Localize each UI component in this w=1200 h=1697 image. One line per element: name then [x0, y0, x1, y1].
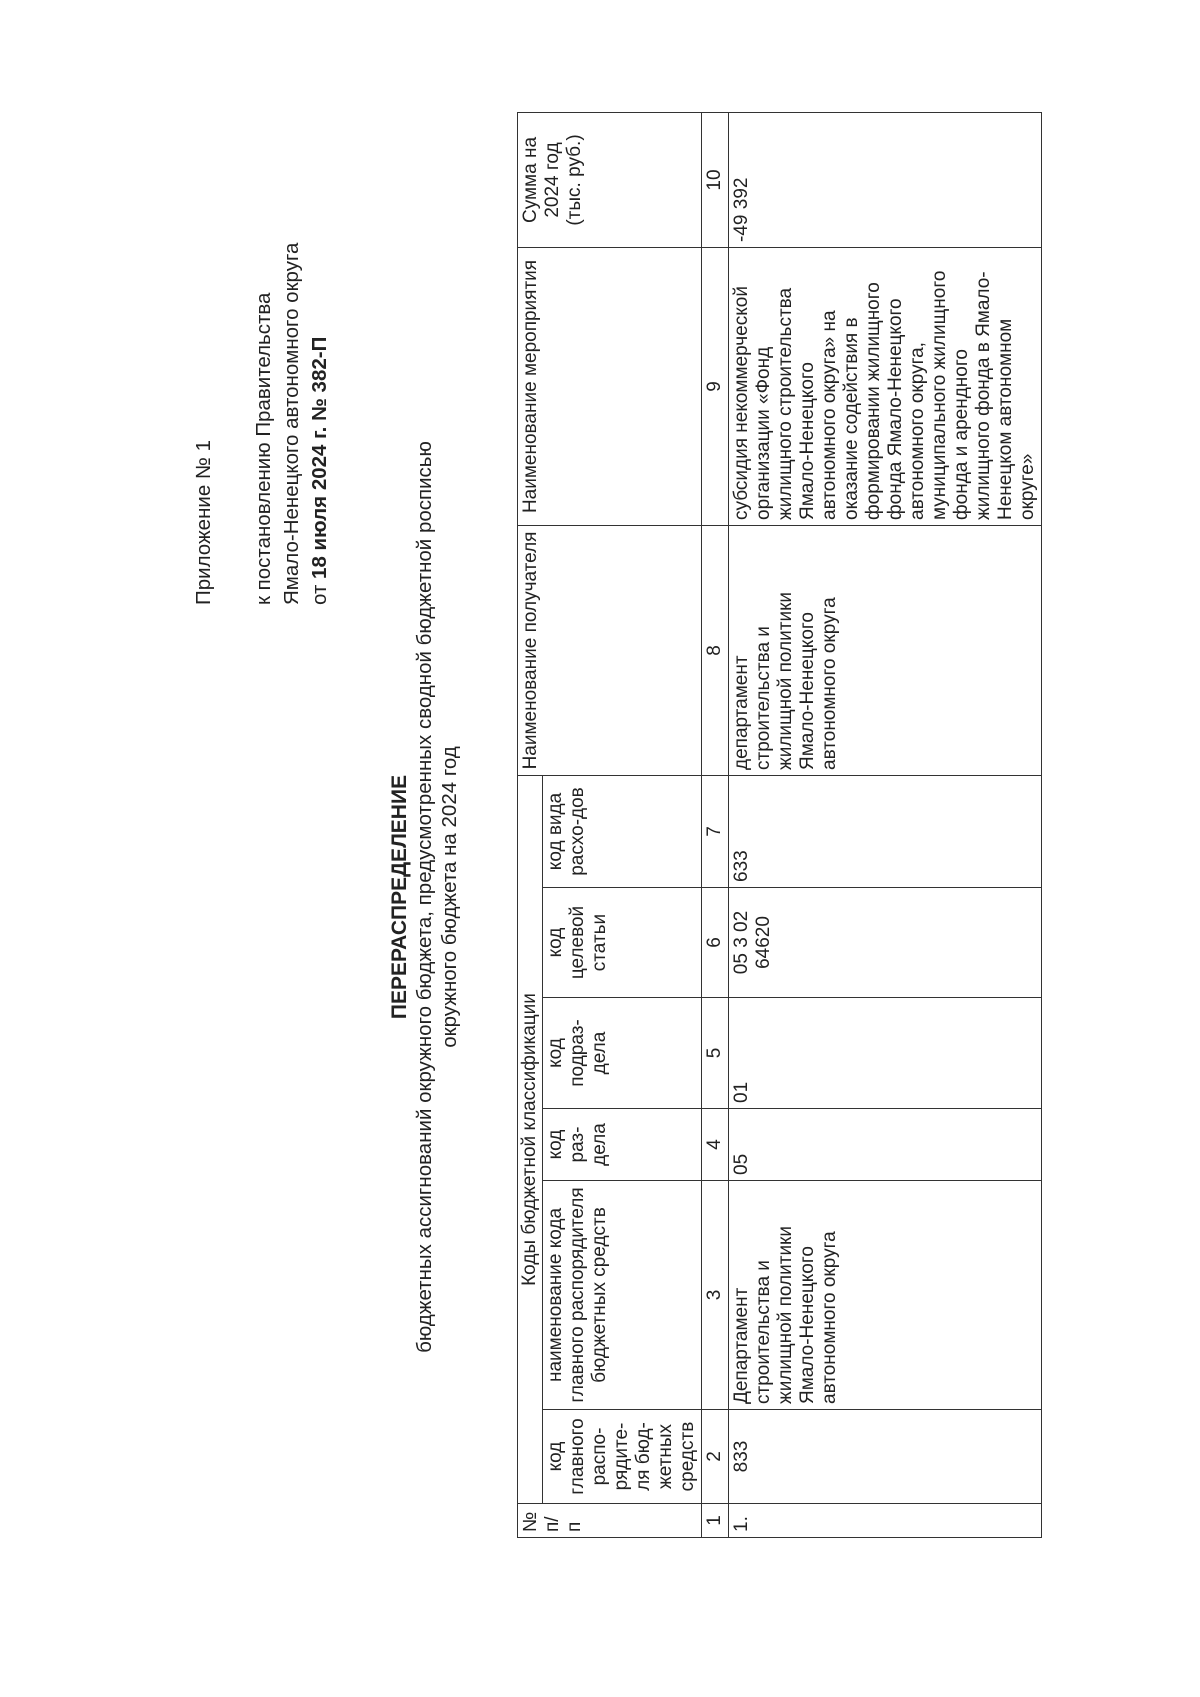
column-number: 5: [702, 998, 729, 1109]
date-prefix: от: [308, 578, 331, 605]
header-num: № п/п: [518, 1504, 702, 1538]
row-subsection-code: 01: [729, 998, 1042, 1109]
row-num: 1.: [729, 1504, 1042, 1538]
column-number: 9: [702, 247, 729, 525]
document-title: ПЕРЕРАСПРЕДЕЛЕНИЕ: [388, 774, 411, 1020]
table-row: [729, 112, 1042, 1537]
subtitle-line-2: окружного бюджета на 2024 год: [438, 746, 461, 1048]
row-expense-type-code: 633: [729, 775, 1042, 887]
column-number: 4: [702, 1109, 729, 1181]
column-number: 6: [702, 888, 729, 998]
appendix-header: [190, 85, 334, 605]
header-col7: код вида расхо-дов: [543, 775, 702, 887]
column-number: 8: [702, 525, 729, 775]
header-line-3: [306, 85, 334, 605]
header-recipient: Наименование получателя: [518, 525, 702, 775]
row-manager-name: Департамент строительства и жилищной политики Ямало-Ненецкого автономного округа: [729, 1181, 1042, 1410]
column-number-row: [702, 112, 729, 1537]
row-amount: -49 392: [729, 112, 1042, 247]
appendix-title: Приложение № 1: [192, 439, 215, 605]
subtitle-line-1: бюджетных ассигнований окружного бюджета, предусмотренных сводной бюджетной росписью: [413, 441, 436, 1353]
column-number: 7: [702, 775, 729, 887]
column-number: 3: [702, 1181, 729, 1410]
document-subtitle: [412, 297, 462, 1497]
header-col5: код подраз-дела: [543, 998, 702, 1109]
row-section-code: 05: [729, 1109, 1042, 1181]
header-row-1: [518, 112, 543, 1537]
header-line-2: Ямало-Ненецкого автономного округа: [280, 242, 303, 605]
header-codes-group: Коды бюджетной классификации: [518, 775, 543, 1503]
header-col3: наименование кода главного распорядителя бюджетных средств: [543, 1181, 702, 1410]
row-manager-code: 833: [729, 1410, 1042, 1504]
header-col2: код главного распо-рядите-ля бюд-жетных средств: [543, 1410, 702, 1504]
row-activity: субсидия некоммерческой организации «Фонд жилищного строительства Ямало-Ненецкого автономного округа» на оказание содействия в формировании жилищного фонда Ямало-Ненецкого автономного округа, муниципального жилищного фонда и арендного жилищного фонда в Ямало-Ненецком автономном округе»: [729, 247, 1042, 525]
header-amount: Сумма на 2024 год (тыс. руб.): [518, 112, 702, 247]
row-target-code: 05 3 02 64620: [729, 888, 1042, 998]
column-number: 10: [702, 112, 729, 247]
row-recipient: департамент строительства и жилищной политики Ямало-Ненецкого автономного округа: [729, 525, 1042, 775]
decree-date-number: 18 июля 2024 г. № 382-П: [308, 336, 331, 579]
column-number: 1: [702, 1504, 729, 1538]
header-col6: код целевой статьи: [543, 888, 702, 998]
header-line-1: к постановлению Правительства: [252, 292, 275, 605]
header-activity: Наименование мероприятия: [518, 247, 702, 525]
header-col4: код раз-дела: [543, 1109, 702, 1181]
column-number: 2: [702, 1410, 729, 1504]
budget-table: [517, 112, 1042, 1538]
